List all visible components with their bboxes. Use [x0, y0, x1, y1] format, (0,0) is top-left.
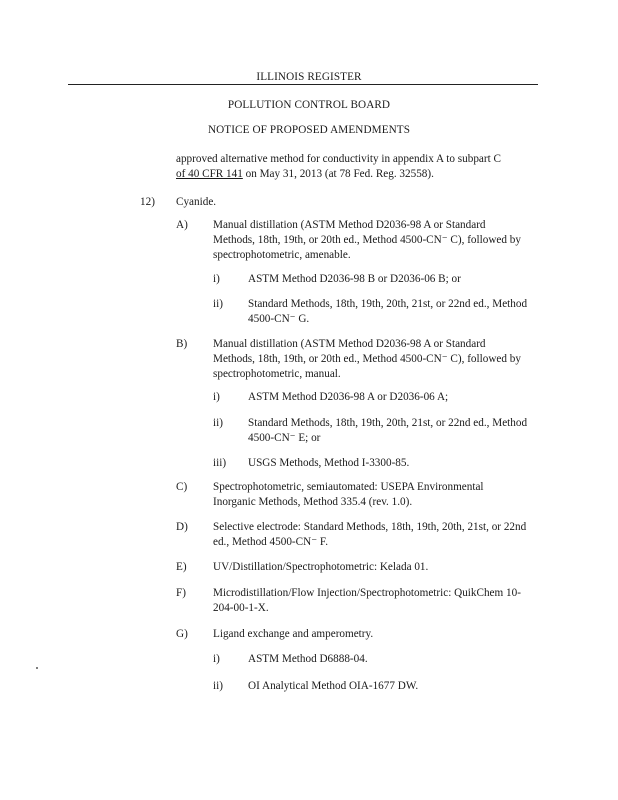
section-f-text: Microdistillation/Flow Injection/Spectrophotometric: QuikChem 10-204-00-1-X. — [213, 587, 521, 614]
item-title: Cyanide. — [176, 196, 217, 208]
section-g-label: G) — [176, 628, 188, 640]
notice-title: NOTICE OF PROPOSED AMENDMENTS — [207, 124, 411, 136]
section-e-label: E) — [176, 561, 187, 573]
intro-line-2-rest: on May 31, 2013 (at 78 Fed. Reg. 32558). — [242, 168, 434, 180]
section-g-sub-2-label: ii) — [213, 680, 223, 692]
section-b-sub-1-text: ASTM Method D2036-98 A or D2036-06 A; — [248, 391, 449, 403]
section-b-sub-1-label: i) — [213, 391, 220, 403]
section-a-sub-2-text: Standard Methods, 18th, 19th, 20th, 21st, or 22nd ed., Method 4500-CN⁻ G. — [248, 298, 528, 325]
section-b-sub-3-label: iii) — [213, 457, 227, 469]
section-g-text: Ligand exchange and amperometry. — [213, 628, 374, 640]
header-rule — [68, 84, 538, 85]
section-g-sub-1-text: ASTM Method D6888-04. — [248, 653, 368, 665]
section-e-text: UV/Distillation/Spectrophotometric: Kelada 01. — [213, 561, 429, 573]
section-a-text: Manual distillation (ASTM Method D2036-98 A or Standard Methods, 18th, 19th, or 20th ed., Method 4500-CN⁻ C), followed by spectrophotometric, amenable. — [213, 219, 521, 261]
section-c-label: C) — [176, 481, 188, 493]
section-d-label: D) — [176, 521, 188, 533]
item-number: 12) — [140, 196, 155, 208]
section-a-sub-1-text: ASTM Method D2036-98 B or D2036-06 B; or — [248, 273, 461, 285]
section-b-sub-3-text: USGS Methods, Method I-3300-85. — [248, 457, 410, 469]
section-d-text: Selective electrode: Standard Methods, 18th, 19th, 20th, 21st, or 22nd ed., Method 4500-CN⁻ F. — [213, 521, 527, 548]
intro-line-2 — [176, 167, 434, 182]
cfr-link[interactable]: of 40 CFR 141 — [176, 168, 243, 180]
board-title: POLLUTION CONTROL BOARD — [227, 99, 391, 111]
section-b-sub-2-text: Standard Methods, 18th, 19th, 20th, 21st, or 22nd ed., Method 4500-CN⁻ E; or — [248, 417, 528, 444]
section-g-sub-2-text: OI Analytical Method OIA-1677 DW. — [248, 680, 419, 692]
section-g-sub-1-label: i) — [213, 653, 220, 665]
section-b-sub-2-label: ii) — [213, 417, 223, 429]
section-a-label: A) — [176, 219, 188, 231]
section-a-sub-2-label: ii) — [213, 298, 223, 310]
section-c-text: Spectrophotometric, semiautomated: USEPA Environmental Inorganic Methods, Method 335.4 (rev. 1.0). — [213, 481, 484, 508]
intro-line-1: approved alternative method for conductivity in appendix A to subpart C — [176, 153, 501, 165]
register-title: ILLINOIS REGISTER — [256, 71, 362, 83]
section-f-label: F) — [176, 587, 186, 599]
section-b-text: Manual distillation (ASTM Method D2036-98 A or Standard Methods, 18th, 19th, or 20th ed., Method 4500-CN⁻ C), followed by spectrophotometric, manual. — [213, 338, 521, 380]
scan-speck — [36, 667, 38, 669]
section-a-sub-1-label: i) — [213, 273, 220, 285]
section-b-label: B) — [176, 338, 188, 350]
